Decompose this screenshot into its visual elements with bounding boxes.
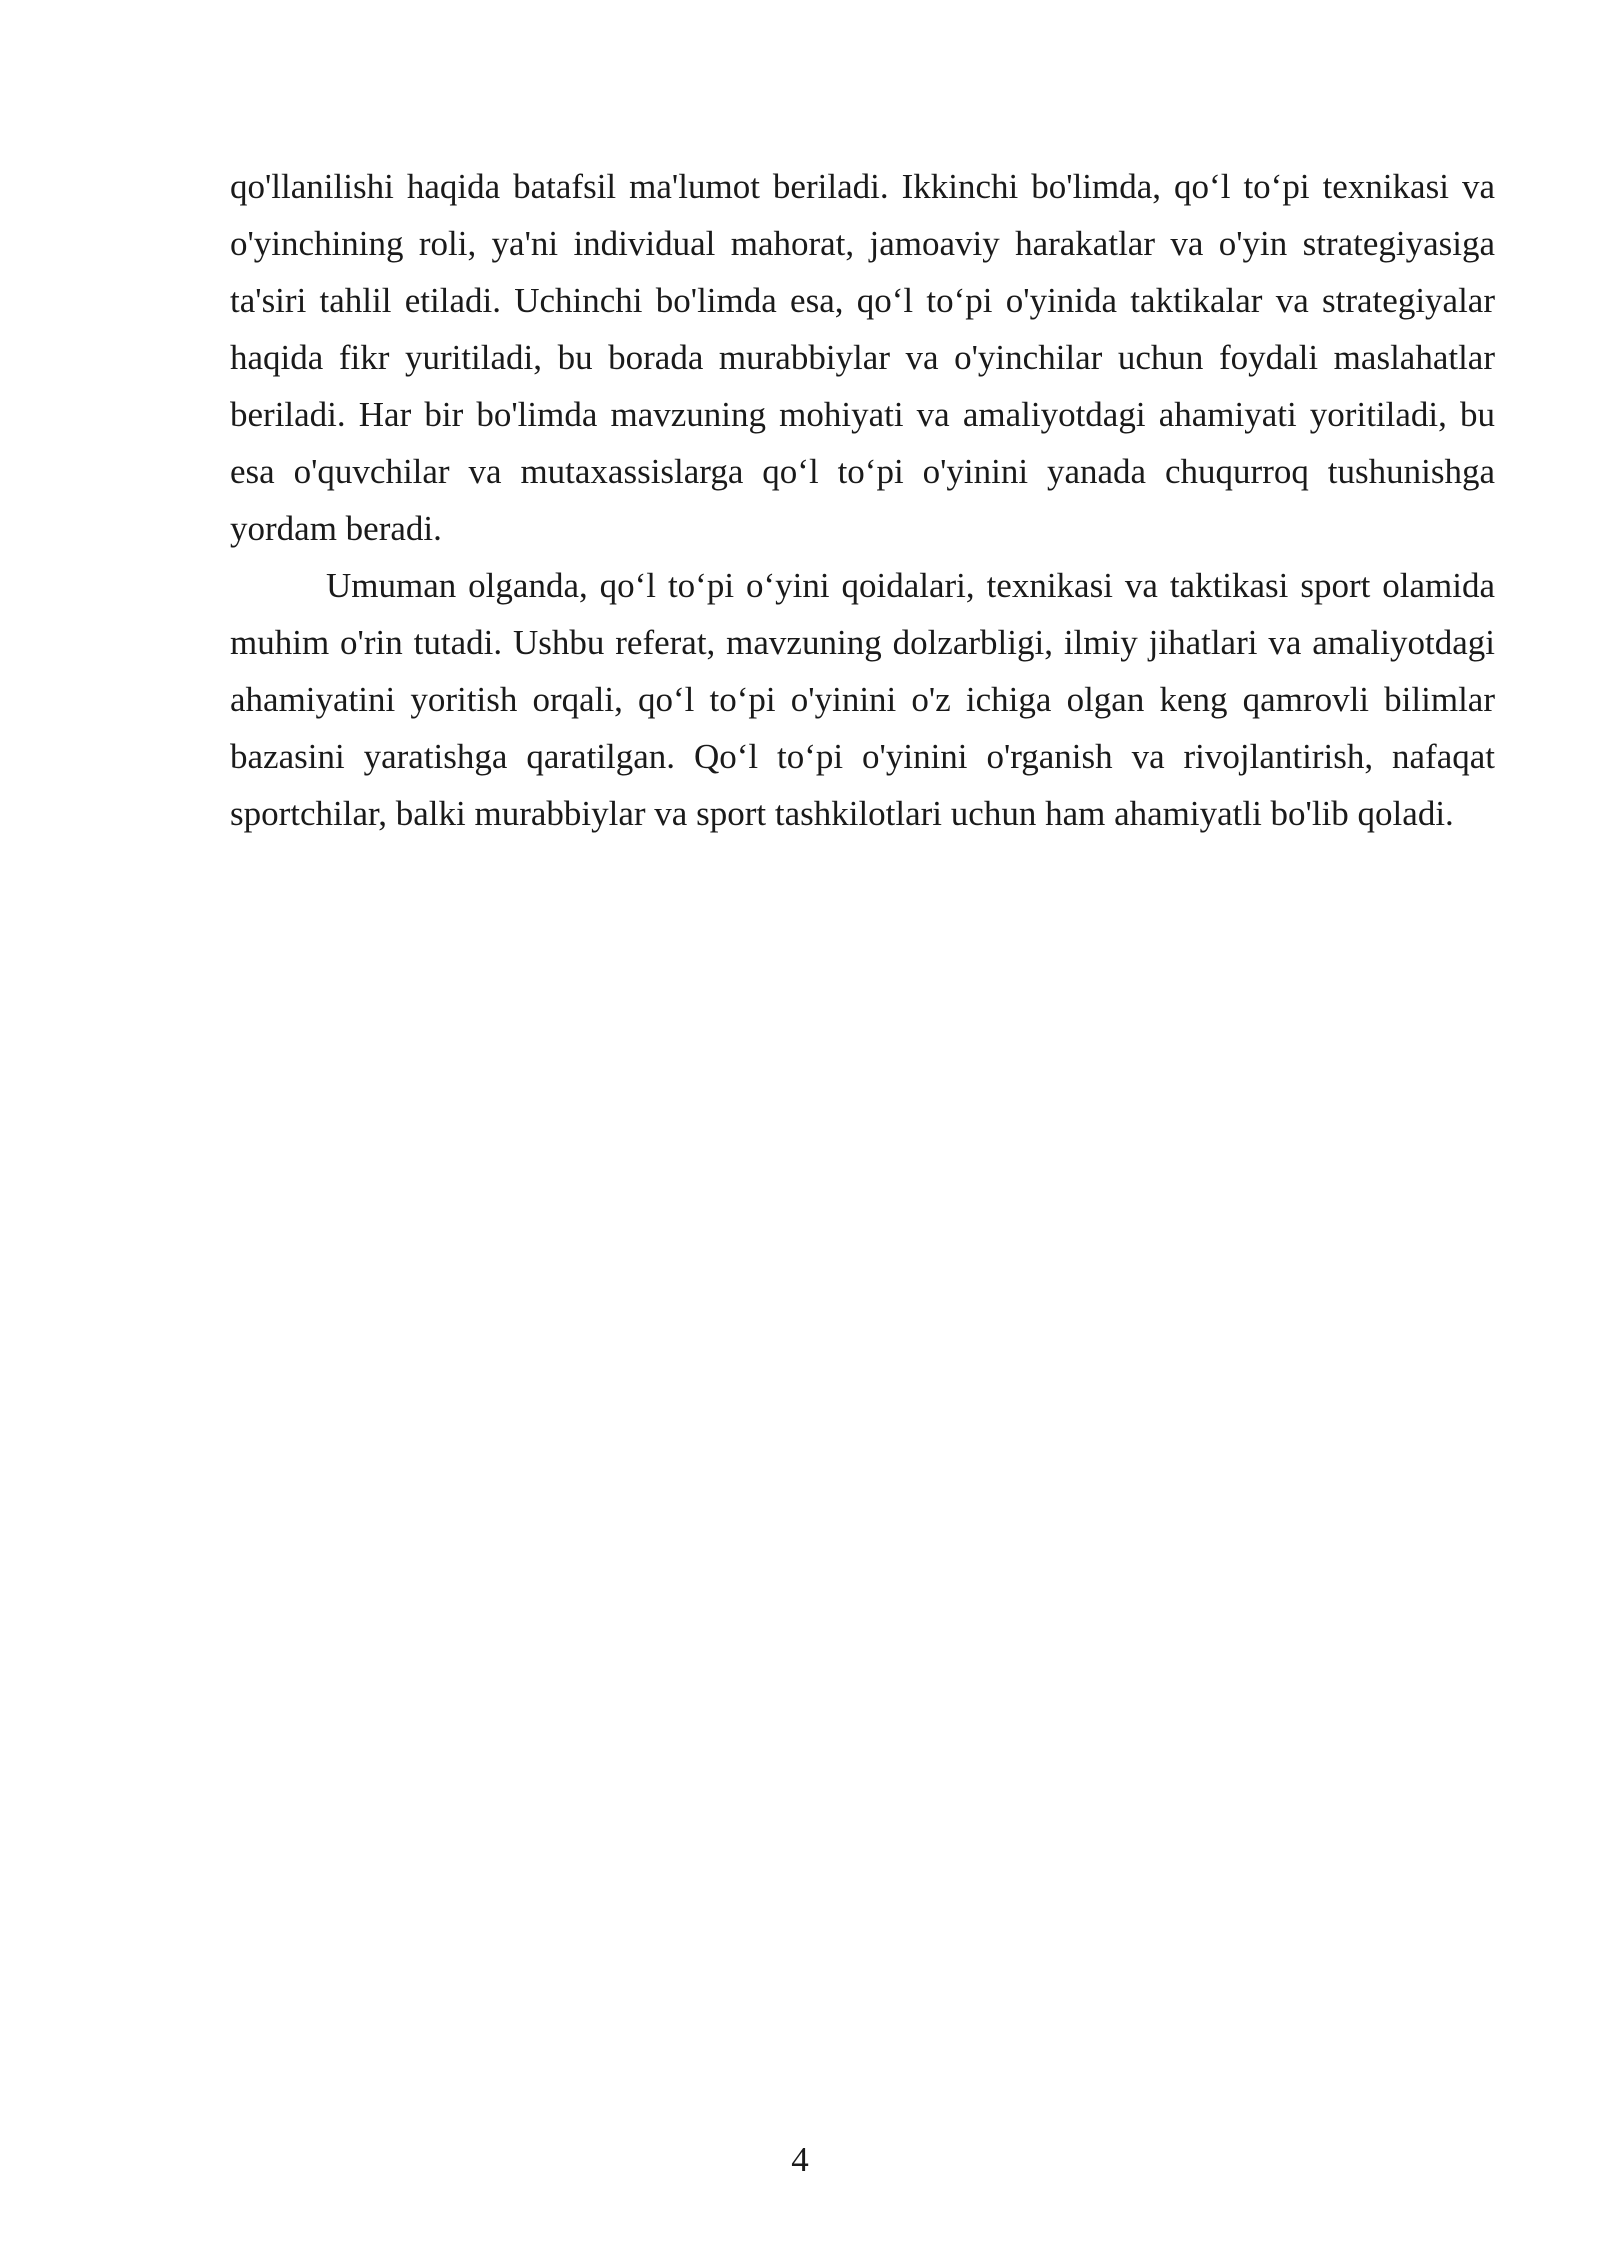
page-number: 4 — [791, 2140, 809, 2179]
paragraph-continuation: qo'llanilishi haqida batafsil ma'lumot beriladi. Ikkinchi bo'limda, qo‘l to‘pi texnikasi va o'yinchining roli, ya'ni individual mahorat, jamoaviy harakatlar va o'yin strategiyasiga ta'siri tahlil etiladi. Uchinchi bo'limda esa, qo‘l to‘pi o'yinida taktikalar va strategiyalar haqida fikr yuritiladi, bu borada murabbiylar va o'yinchilar uchun foydali maslahatlar beriladi. Har bir bo'limda mavzuning mohiyati va amaliyotdagi ahamiyati yoritiladi, bu esa o'quvchilar va mutaxassislarga qo‘l to‘pi o'yinini yanada chuqurroq tushunishga yordam beradi. — [230, 167, 1495, 548]
paragraph-conclusion: Umuman olganda, qo‘l to‘pi o‘yini qoidalari, texnikasi va taktikasi sport olamida muhim o'rin tutadi. Ushbu referat, mavzuning dolzarbligi, ilmiy jihatlari va amaliyotdagi ahamiyatini yoritish orqali, qo‘l to‘pi o'yinini o'z ichiga olgan keng qamrovli bilimlar bazasini yaratishga qaratilgan. Qo‘l to‘pi o'yinini o'rganish va rivojlantirish, nafaqat sportchilar, balki murabbiylar va sport tashkilotlari uchun ham ahamiyatli bo'lib qoladi. — [230, 566, 1495, 833]
body-text — [230, 158, 1495, 842]
